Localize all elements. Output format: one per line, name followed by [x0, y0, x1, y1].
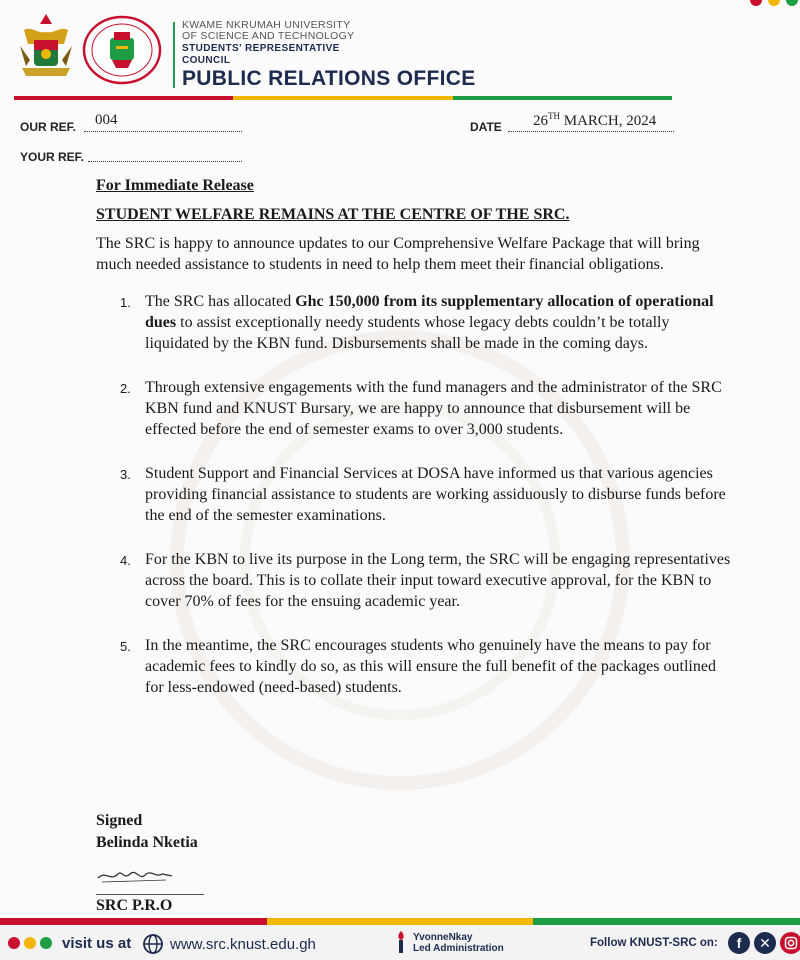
dot-gold — [768, 0, 780, 6]
list-item: 4. For the KBN to live its purpose in the Long term, the SRC will be engaging representatives across the board. This is to collate their input toward executive approval, for the KBN to cover 70% of fees for the ensuing academic year. — [120, 551, 731, 610]
list-item: 1. The SRC has allocated Ghc 150,000 from its supplementary allocation of operational dues to assist exceptionally needy students whose legacy debts couldn’t be totally liquidated by the KBN fund. Disbursements shall be made in the coming days. — [120, 293, 714, 352]
letterhead — [18, 8, 578, 88]
release-heading: For Immediate Release — [96, 177, 254, 194]
list-item-number: 5. — [120, 639, 131, 654]
signature-block — [96, 810, 198, 854]
website-link[interactable]: www.src.knust.edu.gh — [170, 936, 316, 953]
administration-label: YvonneNkay Led Administration — [413, 932, 504, 954]
handwritten-signature — [96, 860, 176, 888]
letter-title: STUDENT WELFARE REMAINS AT THE CENTRE OF THE SRC. — [96, 206, 570, 223]
list-item: 2. Through extensive engagements with the fund managers and the administrator of the SRC KBN fund and KNUST Bursary, we are happy to announce that disbursement will be effected before the end of semester exams to over 3,000 students. — [120, 379, 722, 438]
header-text — [182, 20, 476, 91]
our-ref-label: OUR REF. — [20, 120, 77, 134]
intro-paragraph: The SRC is happy to announce updates to our Comprehensive Welfare Package that will bring much needed assistance to students in need to help them meet their financial obligations. — [96, 235, 700, 273]
globe-icon — [142, 933, 164, 955]
facebook-icon[interactable]: f — [728, 932, 750, 954]
seal-icon — [80, 14, 164, 86]
corner-dots — [750, 0, 798, 6]
footer-stripe — [0, 918, 800, 925]
instagram-icon[interactable] — [780, 932, 800, 954]
visit-label: visit us at — [62, 935, 132, 952]
signatory-position: SRC P.R.O — [96, 897, 173, 914]
list-item: 5. In the meantime, the SRC encourages students who genuinely have the means to pay for academic fees to kindly do so, as this will ensure the full benefit of the packages outlined for less-endowed (need-based) students. — [120, 637, 716, 696]
list-item-number: 4. — [120, 553, 131, 568]
office-title: PUBLIC RELATIONS OFFICE — [182, 67, 476, 90]
x-icon[interactable]: ✕ — [754, 932, 776, 954]
dot-red — [750, 0, 762, 6]
list-item-number: 3. — [120, 467, 131, 482]
university-name-line2: OF SCIENCE AND TECHNOLOGY — [182, 30, 355, 42]
crest-icon — [18, 10, 74, 82]
date-value: 26TH MARCH, 2024 — [533, 111, 657, 129]
signature-line — [96, 894, 204, 895]
footer-dots — [8, 937, 52, 949]
header-rule — [14, 96, 672, 100]
our-ref-value: 004 — [95, 112, 118, 128]
university-name: KWAME NKRUMAH UNIVERSITY — [182, 19, 351, 31]
your-ref-line — [88, 161, 242, 162]
list-item-number: 2. — [120, 381, 131, 396]
torch-icon — [394, 930, 408, 954]
letter-body — [96, 175, 736, 721]
list-item: 3. Student Support and Financial Services at DOSA have informed us that various agencies providing financial assistance to students are working assiduously to disburse funds before the end of the semester examinations. — [120, 465, 726, 524]
date-line — [508, 131, 674, 132]
council-name: STUDENTS' REPRESENTATIVE — [182, 43, 340, 54]
council-name-line2: COUNCIL — [182, 55, 231, 66]
footer — [0, 925, 800, 960]
header-divider — [173, 22, 175, 88]
signatory-name: Belinda Nketia — [96, 834, 198, 851]
signed-label: Signed — [96, 812, 143, 829]
date-label: DATE — [470, 120, 502, 134]
list-item-number: 1. — [120, 295, 131, 310]
welfare-list — [96, 291, 736, 698]
dot-green — [786, 0, 798, 6]
follow-label: Follow KNUST-SRC on: — [590, 937, 718, 949]
our-ref-line — [84, 131, 242, 132]
your-ref-label: YOUR REF. — [20, 150, 85, 164]
